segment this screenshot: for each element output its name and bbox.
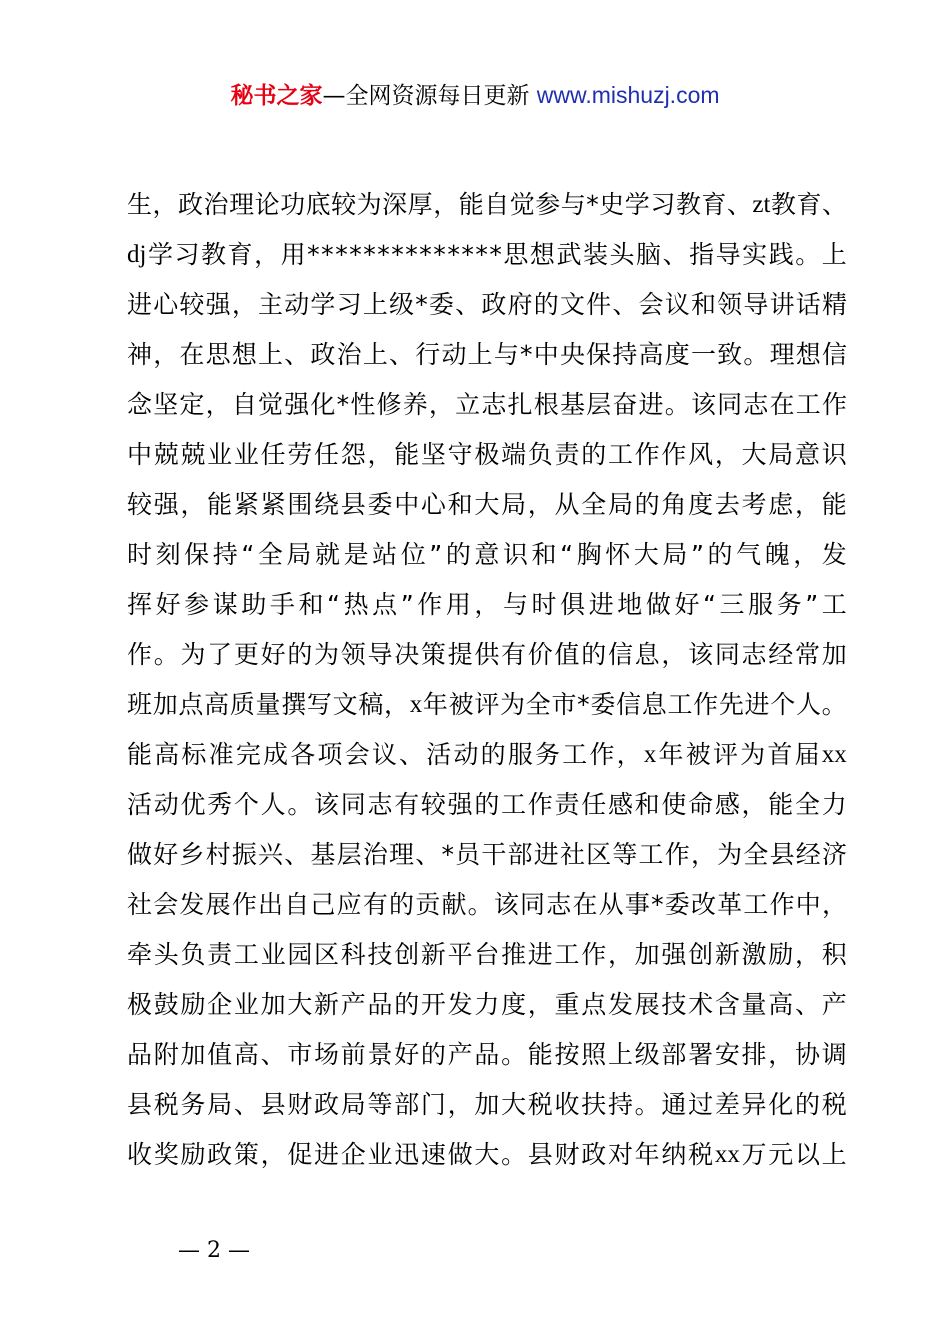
text-line: 社 会 发 展 作 出 自 己 应 有 的 贡 献 。 该 同 志 在 从 事 * 委 改 革 工 作 中 ，: [127, 890, 847, 919]
text-line: 收 奖 励 政 策 ， 促 进 企 业 迅 速 做 大 。 县 财 政 对 年 纳 税 xx 万 元 以 上: [127, 1140, 847, 1169]
text-line: 做 好 乡 村 振 兴 、 基 层 治 理 、 * 员 干 部 进 社 区 等 工 作 ， 为 全 县 经 济: [127, 840, 847, 869]
text-line: 念 坚 定 ， 自 觉 强 化 * 性 修 养 ， 立 志 扎 根 基 层 奋 进 。 该 同 志 在 工 作: [127, 390, 847, 419]
page-number: — 2 —: [178, 1238, 250, 1263]
header-site-link[interactable]: www.mishuzj.com: [536, 82, 720, 108]
text-line: 挥 好 参 谋 助 手 和 “ 热 点 ” 作 用 ， 与 时 俱 进 地 做 好 “ 三 服 务 ” 工: [127, 590, 847, 619]
text-line: 品 附 加 值 高 、 市 场 前 景 好 的 产 品 。 能 按 照 上 级 部 署 安 排 ， 协 调: [127, 1040, 847, 1069]
body-text: [127, 180, 847, 1180]
text-line: 能 高 标 准 完 成 各 项 会 议 、 活 动 的 服 务 工 作 ， x 年 被 评 为 首 届 xx: [127, 740, 847, 769]
text-line: dj 学 习 教 育 ， 用 * * * * * * * * * * * * * * 思 想 武 装 头 脑 、 指 导 实 践 。 上: [127, 240, 847, 269]
text-line: 活 动 优 秀 个 人 。 该 同 志 有 较 强 的 工 作 责 任 感 和 使 命 感 ， 能 全 力: [127, 790, 847, 819]
text-line: 神 ， 在 思 想 上 、 政 治 上 、 行 动 上 与 * 中 央 保 持 高 度 一 致 。 理 想 信: [127, 340, 847, 369]
text-line: 生 ， 政 治 理 论 功 底 较 为 深 厚 ， 能 自 觉 参 与 * 史 学 习 教 育 、 zt 教 育 、: [127, 190, 847, 219]
text-line: 时 刻 保 持 “ 全 局 就 是 站 位 ” 的 意 识 和 “ 胸 怀 大 局 ” 的 气 魄 ， 发: [127, 540, 847, 569]
header-slogan: —全网资源每日更新: [322, 83, 537, 109]
text-line: 作 。 为 了 更 好 的 为 领 导 决 策 提 供 有 价 值 的 信 息 ， 该 同 志 经 常 加: [127, 640, 847, 669]
header-brand: 秘书之家: [230, 83, 323, 109]
text-line: 极 鼓 励 企 业 加 大 新 产 品 的 开 发 力 度 ， 重 点 发 展 技 术 含 量 高 、 产: [127, 990, 847, 1019]
page-header: [0, 78, 950, 113]
text-line: 中 兢 兢 业 业 任 劳 任 怨 ， 能 坚 守 极 端 负 责 的 工 作 作 风 ， 大 局 意 识: [127, 440, 847, 469]
text-line: 班 加 点 高 质 量 撰 写 文 稿 ， x 年 被 评 为 全 市 * 委 信 息 工 作 先 进 个 人 。: [127, 690, 847, 719]
text-line: 县 税 务 局 、 县 财 政 局 等 部 门 ， 加 大 税 收 扶 持 。 通 过 差 异 化 的 税: [127, 1090, 847, 1119]
text-line: 较 强 ， 能 紧 紧 围 绕 县 委 中 心 和 大 局 ， 从 全 局 的 角 度 去 考 虑 ， 能: [127, 490, 847, 519]
text-line: 进 心 较 强 ， 主 动 学 习 上 级 * 委 、 政 府 的 文 件 、 会 议 和 领 导 讲 话 精: [127, 290, 847, 319]
text-line: 牵 头 负 责 工 业 园 区 科 技 创 新 平 台 推 进 工 作 ， 加 强 创 新 激 励 ， 积: [127, 940, 847, 969]
